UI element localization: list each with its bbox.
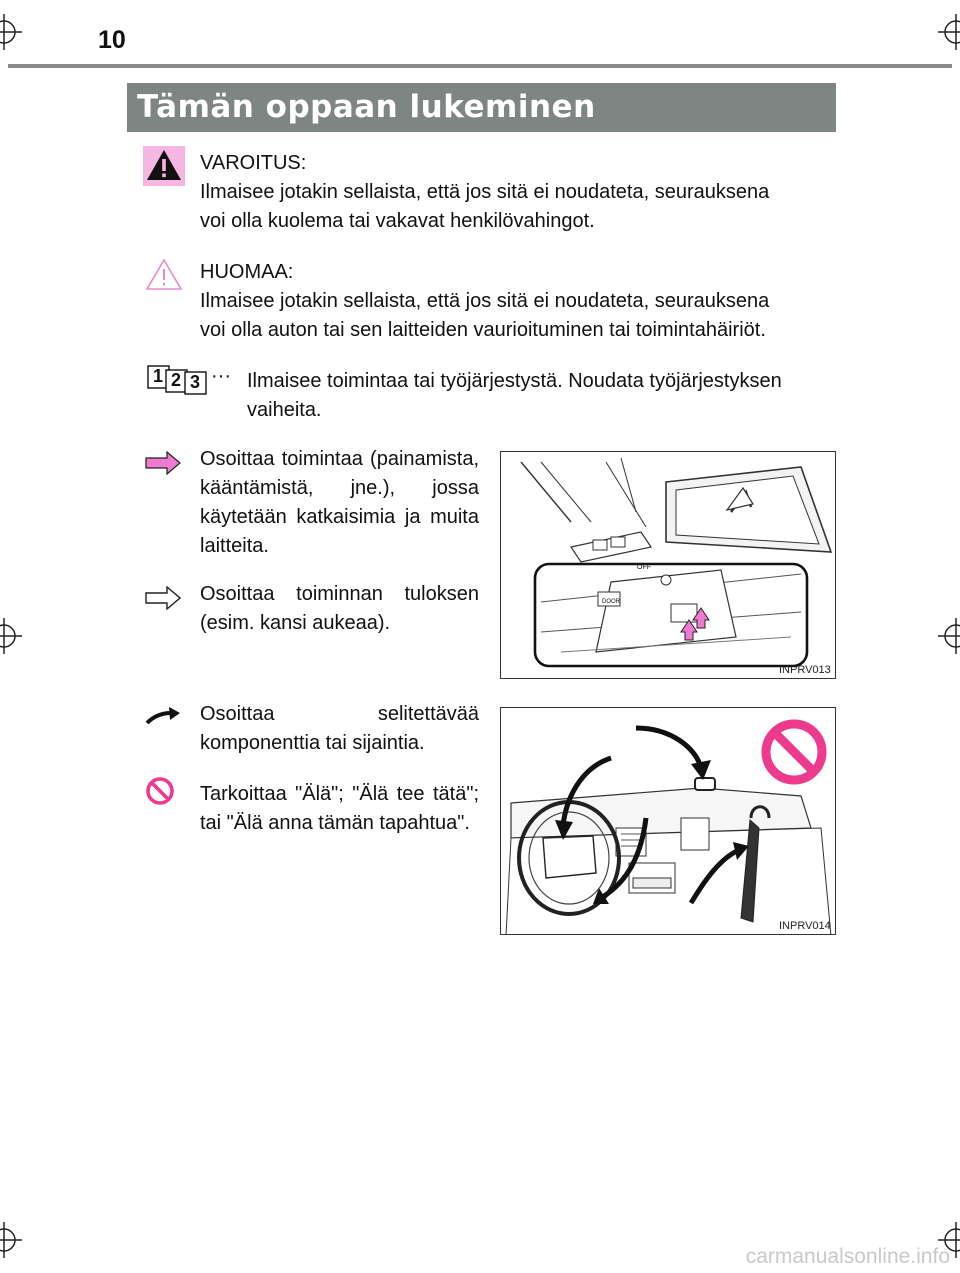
crop-mark-bottom-left [0, 1222, 22, 1258]
header-rule [8, 64, 952, 68]
prohibited-text: Tarkoittaa "Älä"; "Älä tee tätä"; tai "Älä anna tämän tapahtua". [200, 783, 479, 834]
switch-label-door: DOOR [602, 599, 620, 605]
operation-arrow-icon [145, 451, 181, 480]
warning-text-line2: voi olla kuolema tai vakavat henkilövahingot. [200, 210, 595, 232]
component-text: Osoittaa selitettävää komponenttia tai sijaintia. [200, 703, 479, 754]
crop-mark-top-left [0, 14, 22, 50]
steps-ellipsis: ··· [211, 365, 231, 387]
prohibited-small-icon [145, 776, 175, 811]
step-num-3: 3 [190, 372, 201, 392]
operation-text: Osoittaa toimintaa (painamista, kääntämistä, jne.), jossa käytetään katkaisimia ja muita laitteita. [200, 448, 479, 557]
section-header [127, 83, 836, 132]
watermark: carmanualsonline.info [745, 1245, 950, 1268]
result-arrow-icon [145, 586, 181, 615]
warning-icon [143, 146, 185, 191]
figure-code-2: INPRV014 [779, 920, 831, 932]
figure-dashboard [500, 707, 836, 935]
step-num-2: 2 [171, 370, 182, 390]
component-pointer-icon [145, 705, 181, 730]
steps-text-line2: vaiheita. [247, 399, 322, 421]
section-title: Tämän oppaan lukeminen [137, 89, 596, 125]
notice-text-line1: Ilmaisee jotakin sellaista, että jos sitä ei noudateta, seurauksena [200, 290, 770, 312]
step-num-1: 1 [153, 366, 164, 386]
figure-code-1: INPRV013 [779, 664, 831, 676]
crop-mark-top-right [938, 14, 960, 50]
caution-icon [143, 256, 185, 299]
warning-title: VAROITUS: [200, 152, 307, 174]
crop-mark-mid-left [0, 618, 22, 654]
steps-text-line1: Ilmaisee toimintaa tai työjärjestystä. Noudata työjärjestyksen [247, 370, 782, 392]
step-numbers-icon [147, 365, 217, 395]
crop-mark-mid-right [938, 618, 960, 654]
notice-text-line2: voi olla auton tai sen laitteiden vaurioituminen tai toimintahäiriöt. [200, 319, 766, 341]
switch-label-off: OFF [637, 564, 651, 571]
figure-overhead-console [500, 451, 836, 679]
result-text: Osoittaa toiminnan tuloksen (esim. kansi aukeaa). [200, 583, 479, 634]
notice-title: HUOMAA: [200, 261, 294, 283]
warning-text-line1: Ilmaisee jotakin sellaista, että jos sitä ei noudateta, seurauksena [200, 181, 770, 203]
page-number: 10 [98, 26, 126, 54]
